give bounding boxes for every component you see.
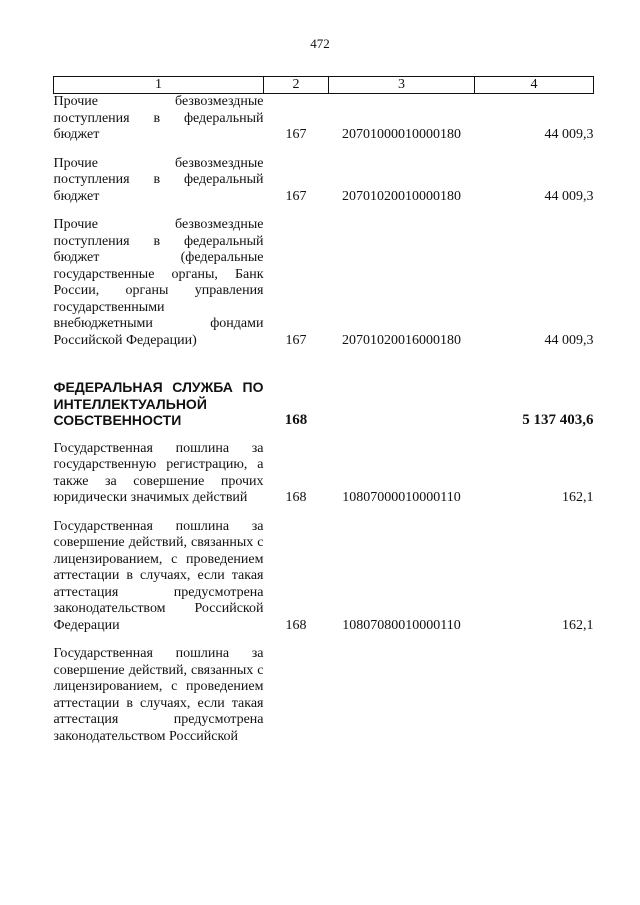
revenue-name: Государственная пошлина за совершение действий, связанных с лицензированием, с проведением аттестации в случаях, если такая аттестация предусмотрена законодательством Российской Федерации bbox=[53, 518, 264, 633]
table-header bbox=[54, 77, 594, 94]
table-row bbox=[54, 94, 594, 144]
amount: 44 009,3 bbox=[544, 332, 594, 348]
table-row bbox=[54, 507, 594, 635]
revenue-code: 10807080010000110 bbox=[342, 617, 461, 633]
table-body bbox=[54, 94, 594, 746]
amount: 162,1 bbox=[562, 490, 594, 505]
column-header-3: 3 bbox=[329, 77, 475, 94]
admin-code: 167 bbox=[285, 188, 307, 204]
revenue-name: Государственная пошлина за совершение действий, связанных с лицензированием, с проведением аттестации в случаях, если такая аттестация предусмотрена законодательством Российской bbox=[53, 646, 264, 744]
table-row bbox=[54, 634, 594, 745]
amount bbox=[475, 634, 594, 745]
revenue-name: Государственная пошлина за государственную регистрацию, а также за совершение прочих юридически значимых действий bbox=[53, 440, 264, 505]
admin-code: 168 bbox=[285, 617, 307, 633]
table-row bbox=[54, 205, 594, 349]
amount: 44 009,3 bbox=[544, 188, 594, 204]
column-header-1: 1 bbox=[54, 77, 264, 94]
section-row bbox=[54, 349, 594, 429]
admin-code bbox=[264, 634, 329, 745]
revenue-code: 20701000010000180 bbox=[342, 127, 461, 142]
revenue-code bbox=[329, 349, 475, 429]
revenue-name: Прочие безвозмездные поступления в федеральный бюджет bbox=[53, 155, 264, 204]
revenue-code: 20701020010000180 bbox=[342, 188, 461, 204]
revenue-name: Прочие безвозмездные поступления в федеральный бюджет (федеральные государственные органы, Банк России, органы управления государственными внебюджетными фондами Российской Федерации) bbox=[53, 217, 264, 348]
admin-code: 168 bbox=[284, 412, 308, 428]
budget-revenue-table bbox=[53, 76, 594, 745]
column-header-4: 4 bbox=[475, 77, 594, 94]
revenue-code bbox=[329, 634, 475, 745]
table-row bbox=[54, 144, 594, 206]
amount: 44 009,3 bbox=[544, 127, 594, 142]
header-row bbox=[54, 77, 594, 94]
section-title: ФЕДЕРАЛЬНАЯ СЛУЖБА ПО ИНТЕЛЛЕКТУАЛЬНОЙ СОБСТВЕННОСТИ bbox=[53, 379, 264, 428]
amount: 162,1 bbox=[562, 617, 594, 633]
admin-code: 167 bbox=[285, 332, 307, 348]
table-row bbox=[54, 429, 594, 507]
section-total: 5 137 403,6 bbox=[522, 412, 594, 428]
admin-code: 167 bbox=[285, 127, 307, 142]
revenue-code: 20701020016000180 bbox=[342, 332, 461, 348]
page-number: 472 bbox=[310, 36, 330, 51]
admin-code: 168 bbox=[285, 490, 307, 505]
revenue-name: Прочие безвозмездные поступления в федеральный бюджет bbox=[53, 94, 264, 142]
column-header-2: 2 bbox=[264, 77, 329, 94]
revenue-code: 10807000010000110 bbox=[342, 490, 461, 505]
